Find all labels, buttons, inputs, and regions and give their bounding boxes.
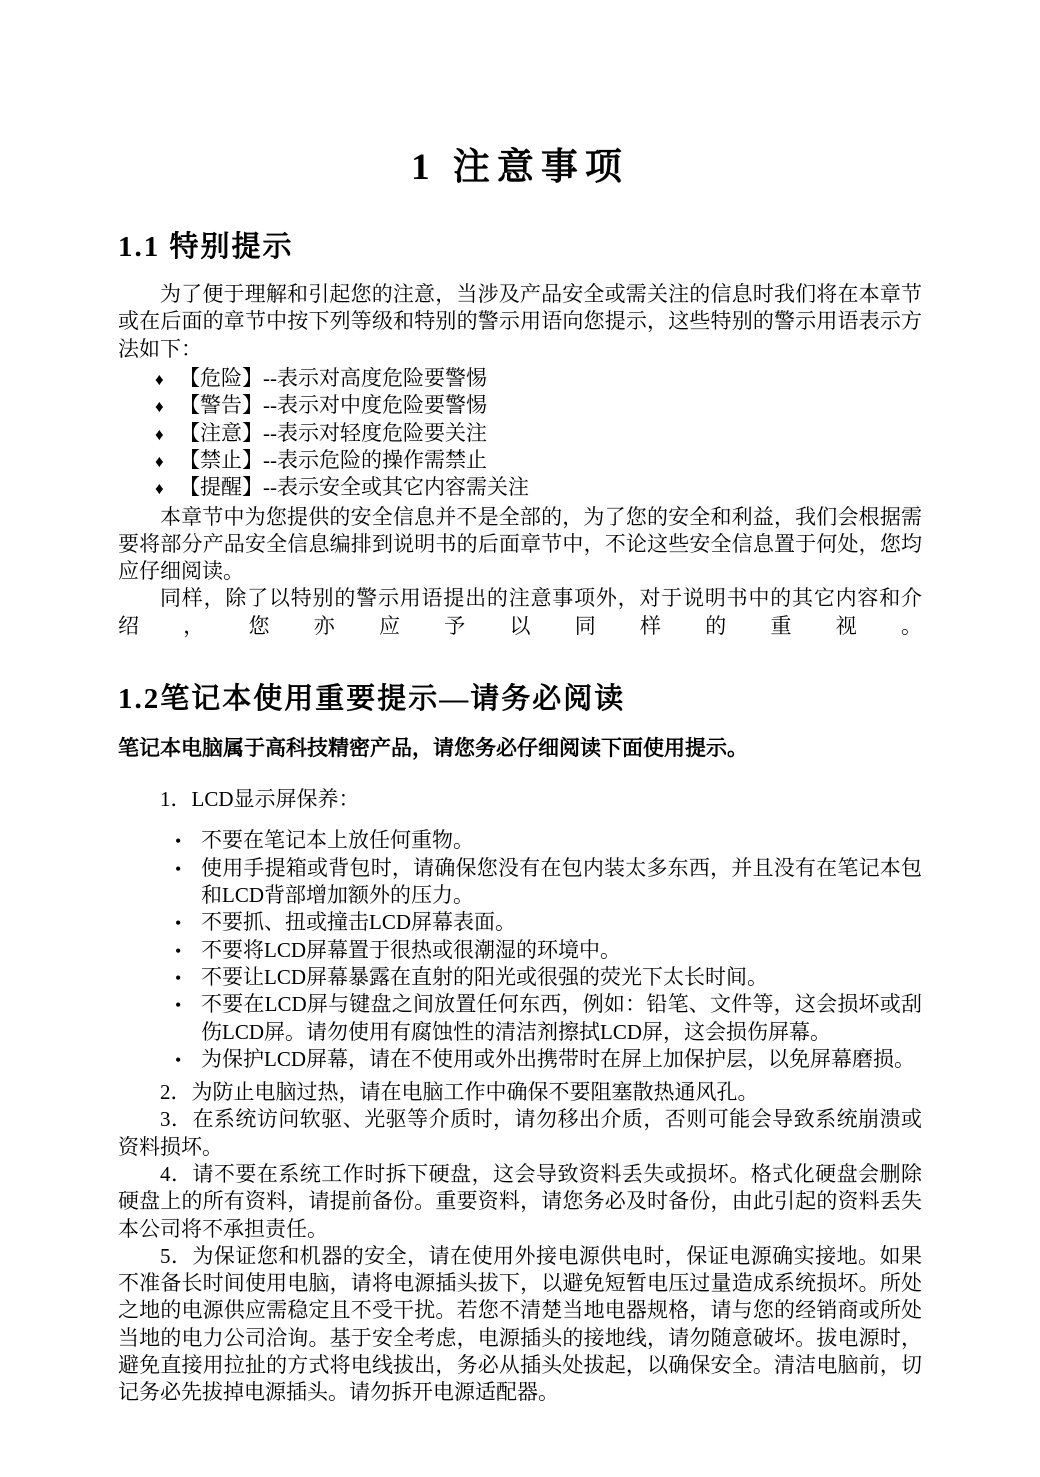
diamond-bullet-icon: ♦ [155, 451, 164, 471]
diamond-bullet-icon: ♦ [155, 424, 164, 444]
round-bullet-icon: • [175, 1049, 182, 1070]
list-item [118, 420, 922, 447]
list-item [118, 855, 922, 910]
list-item-text: 不要抓、扭或撞击LCD屏幕表面。 [201, 910, 516, 935]
list-item-text: 不要将LCD屏幕置于很热或很潮湿的环境中。 [201, 937, 621, 962]
list-item-text: 【注意】--表示对轻度危险要关注 [179, 420, 487, 445]
section-1-1-paragraph-2: 本章节中为您提供的安全信息并不是全部的，为了您的安全和利益，我们会根据需要将部分产品安全信息编排到说明书的后面章节中，不论这些安全信息置于何处，您均应仔细阅读。 [118, 504, 922, 584]
list-item [118, 392, 922, 419]
list-item-text: 为保护LCD屏幕，请在不使用或外出携带时在屏上加保护层，以免屏幕磨损。 [201, 1046, 915, 1071]
list-item [118, 1046, 922, 1073]
diamond-bullet-icon: ♦ [155, 397, 164, 417]
round-bullet-icon: • [175, 913, 182, 934]
list-item-text: 使用手提箱或背包时，请确保您没有在包内装太多东西，并且没有在笔记本包和LCD背部增加额外的压力。 [201, 855, 922, 908]
round-bullet-icon: • [175, 940, 182, 961]
list-item [118, 827, 922, 854]
numbered-item-2: 2．为防止电脑过热，请在电脑工作中确保不要阻塞散热通风孔。 [160, 1080, 759, 1105]
round-bullet-icon: • [175, 967, 182, 988]
section-1-2-intro: 笔记本电脑属于高科技精密产品，请您务必仔细阅读下面使用提示。 [118, 735, 748, 760]
round-bullet-icon: • [175, 995, 182, 1016]
round-bullet-icon: • [175, 831, 182, 852]
section-1-1-paragraph-1: 为了便于理解和引起您的注意，当涉及产品安全或需关注的信息时我们将在本章节或在后面的章节中按下列等级和特别的警示用语向您提示，这些特别的警示用语表示方法如下： [118, 282, 922, 361]
list-item-text: 不要在LCD屏与键盘之间放置任何东西，例如：铅笔、文件等，这会损坏或刮伤LCD屏。请勿使用有腐蚀性的清洁剂擦拭LCD屏，这会损伤屏幕。 [201, 992, 922, 1044]
list-item [118, 991, 922, 1046]
list-item-text: 不要让LCD屏幕暴露在直射的阳光或很强的荧光下太长时间。 [201, 964, 768, 989]
list-item [118, 447, 922, 474]
list-item-text: 不要在笔记本上放任何重物。 [201, 828, 474, 853]
page-title: 1 注意事项 [411, 147, 629, 188]
list-item [118, 474, 922, 501]
diamond-bullet-icon: ♦ [155, 479, 164, 499]
list-item [118, 937, 922, 964]
list-item-text: 【禁止】--表示危险的操作需禁止 [179, 447, 487, 472]
numbered-item-1: 1．LCD显示屏保养： [160, 787, 360, 812]
lcd-care-list [118, 827, 922, 1073]
list-item-text: 【警告】--表示对中度危险要警惕 [179, 393, 487, 418]
list-item [118, 909, 922, 936]
numbered-item-4: 4．请不要在系统工作时拆下硬盘，这会导致资料丢失或损坏。格式化硬盘会删除硬盘上的所有资料，请提前备份。重要资料，请您务必及时备份，由此引起的资料丢失本公司将不承担责任。 [118, 1162, 922, 1241]
list-item [118, 365, 922, 392]
list-item [118, 964, 922, 991]
numbered-item-5: 5．为保证您和机器的安全，请在使用外接电源供电时，保证电源确实接地。如果不准备长时间使用电脑，请将电源插头拔下，以避免短暂电压过量造成系统损坏。所处之地的电源供应需稳定且不受干扰。若您不清楚当地电器规格，请与您的经销商或所处当地的电力公司洽询。基于安全考虑，电源插头的接地线，请勿随意破坏。拔电源时，避免直接用拉扯的方式将电线拔出，务必从插头处拔起，以确保安全。清洁电脑前，切记务必先拔掉电源插头。请勿拆开电源适配器。 [118, 1243, 922, 1405]
diamond-bullet-icon: ♦ [155, 370, 164, 390]
warning-levels-list [118, 365, 922, 501]
section-1-1-paragraph-3: 同样，除了以特别的警示用语提出的注意事项外，对于说明书中的其它内容和介绍，您亦应予以同样的重视。 [118, 586, 922, 638]
numbered-item-3: 3．在系统访问软驱、光驱等介质时，请勿移出介质，否则可能会导致系统崩溃或资料损坏。 [118, 1107, 922, 1159]
round-bullet-icon: • [175, 858, 182, 879]
list-item-text: 【提醒】--表示安全或其它内容需关注 [179, 475, 529, 500]
section-1-2-heading: 1.2笔记本使用重要提示—请务必阅读 [118, 683, 626, 716]
section-1-1-heading: 1.1 特别提示 [118, 231, 294, 264]
list-item-text: 【危险】--表示对高度危险要警惕 [179, 366, 487, 391]
